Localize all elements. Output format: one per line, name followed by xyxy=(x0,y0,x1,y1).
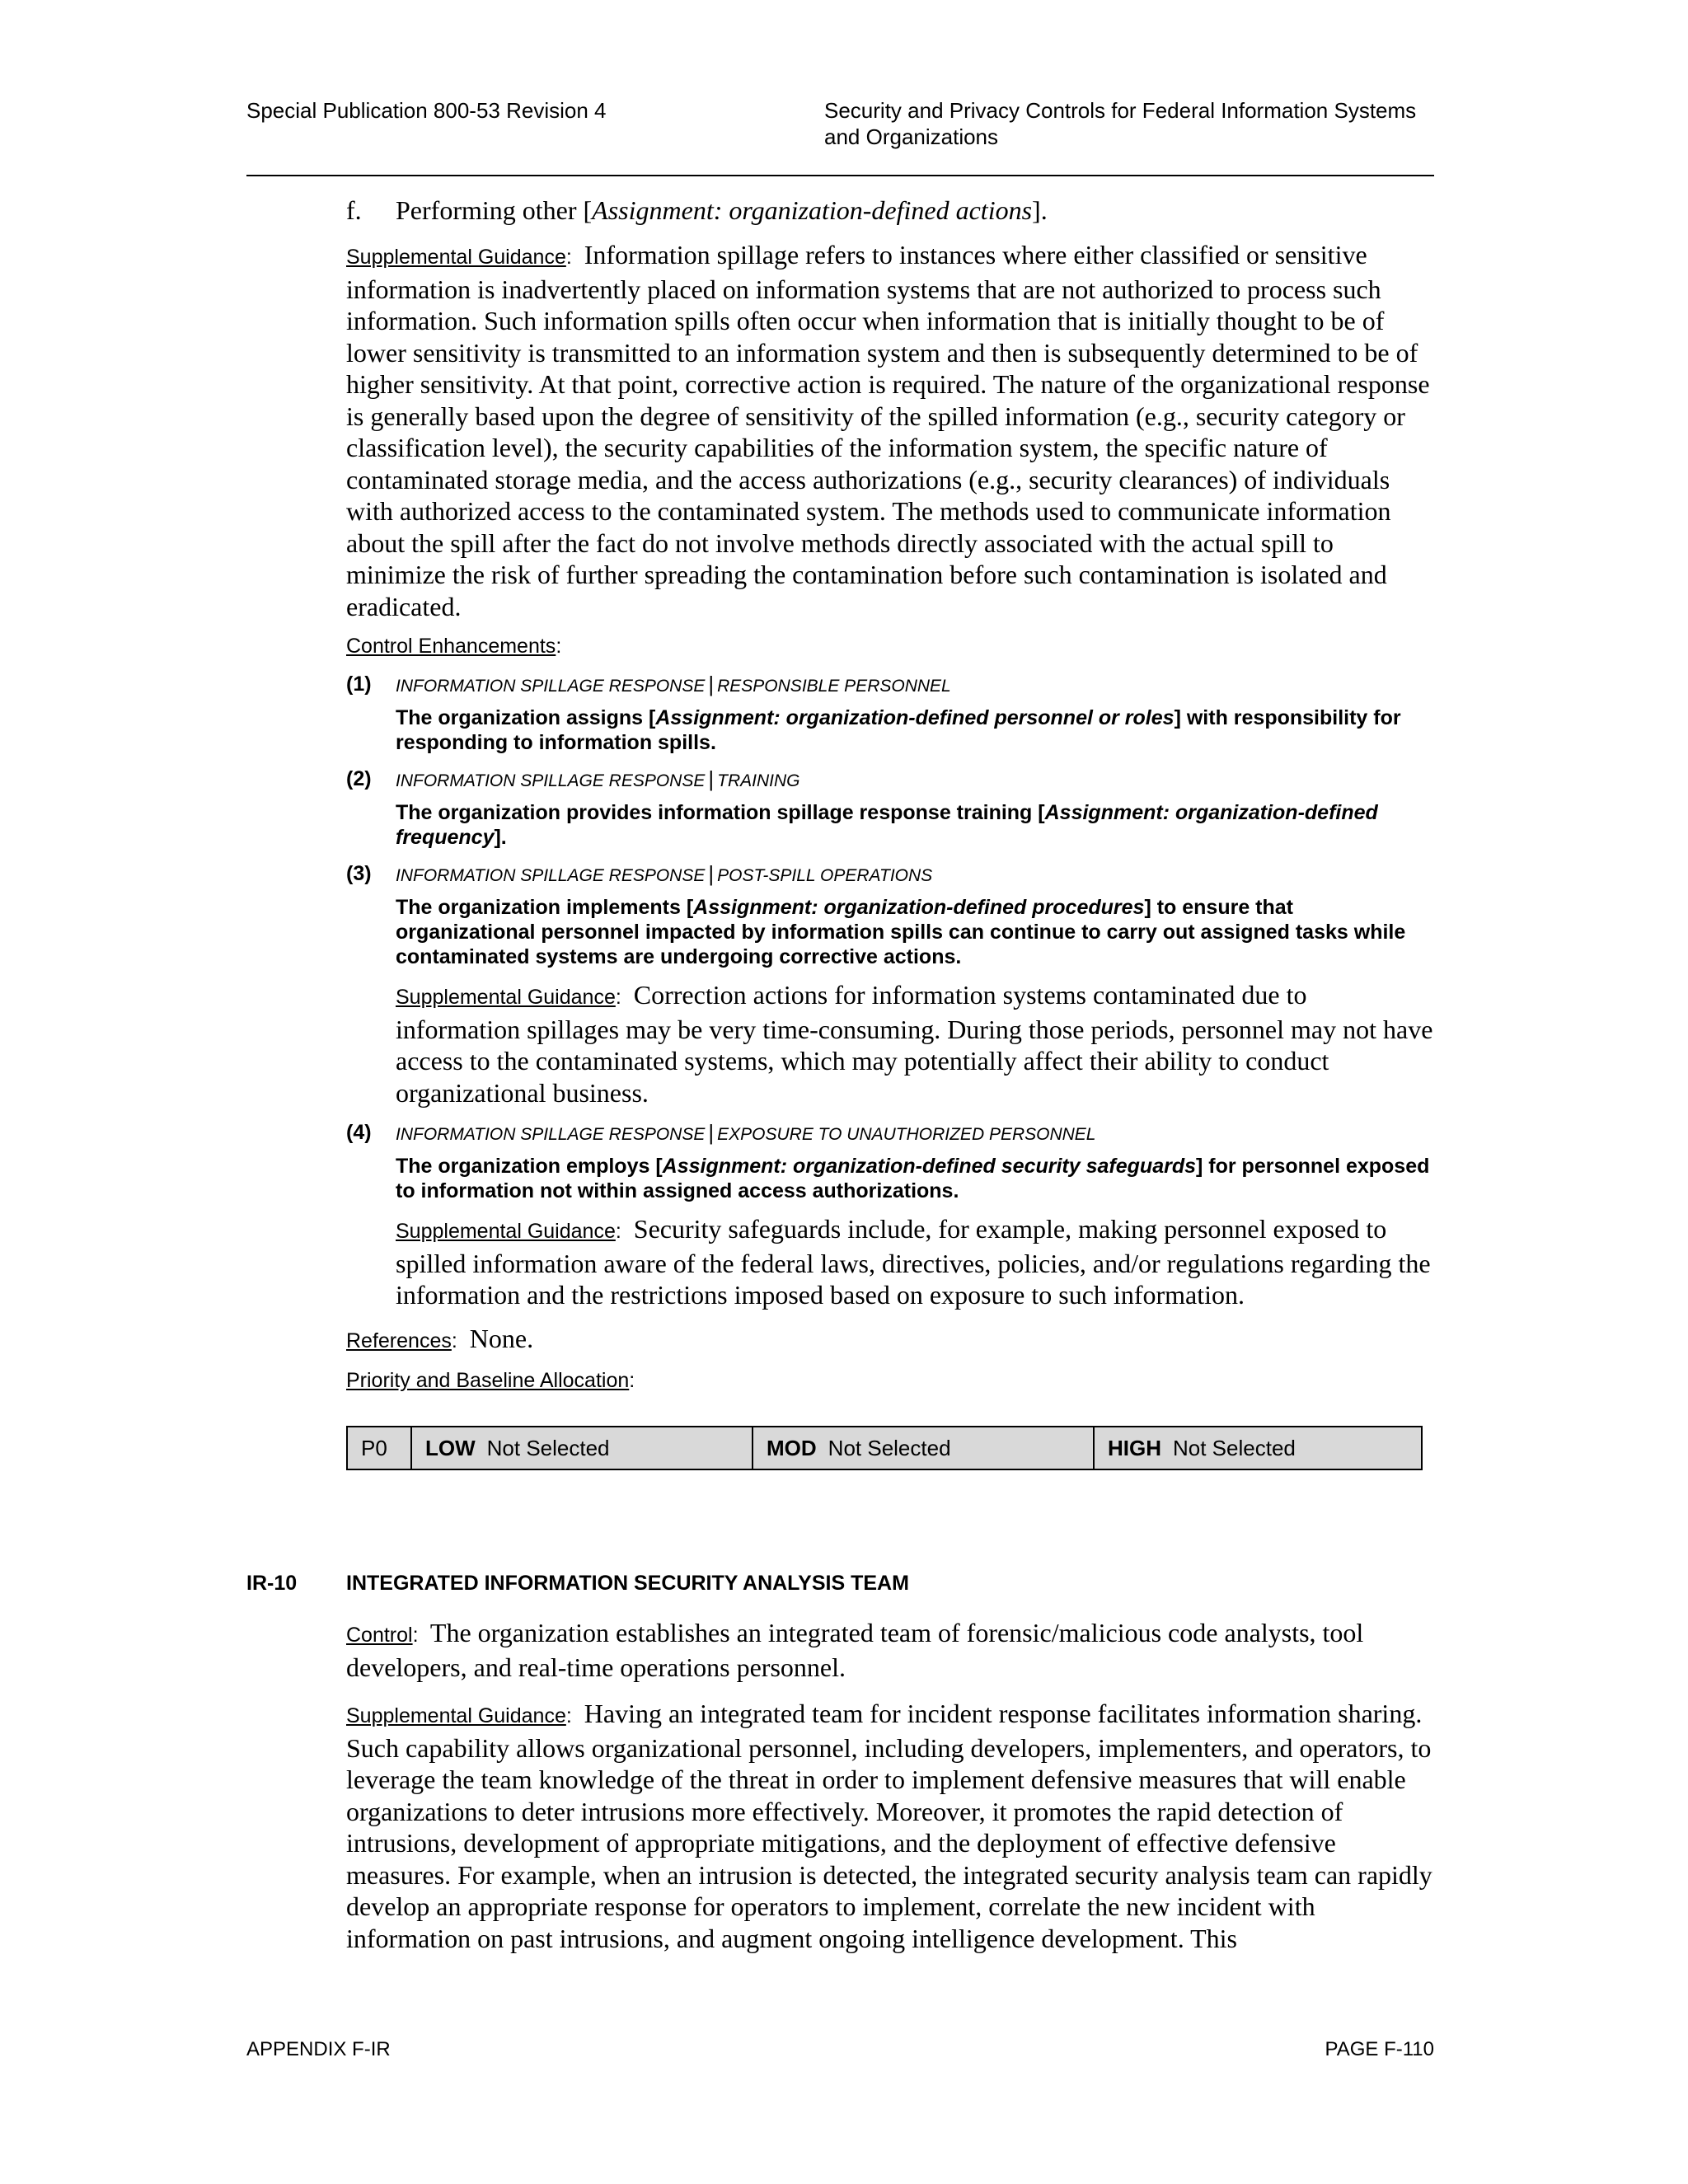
table-row xyxy=(347,1427,1422,1469)
enhancement-title-control: INFORMATION SPILLAGE RESPONSE xyxy=(396,771,706,790)
supplemental-guidance xyxy=(346,239,1436,622)
references xyxy=(346,1323,1436,1357)
label-colon: : xyxy=(451,1329,463,1352)
title-separator: | xyxy=(708,861,715,886)
enhancement-supplemental-guidance xyxy=(396,1213,1436,1311)
enhancement-title xyxy=(396,672,1436,699)
supplemental-guidance-label: Supplemental Guidance xyxy=(396,1220,616,1243)
ir9-continuation xyxy=(346,194,1436,1470)
supplemental-guidance-text: Having an integrated team for incident response facilitates information sharing. Such capability allows organizational personnel, including developers, implementers, and operators, to leverage the team knowledge of the threat in order to implement defensive measures that will enable organizations to deter intrusions more effectively. Moreover, it promotes the rapid detection of intrusions, development of appropriate mitigations, and the deployment of effective defensive measures. For example, when an intrusion is detected, the integrated security analysis team can rapidly develop an appropriate response for operators to implement, correlate the new incident with information on past intrusions, and augment ongoing intelligence development. This xyxy=(346,1699,1432,1953)
low-label: LOW xyxy=(425,1435,476,1460)
statement-assignment: Assignment: organization-defined procedures xyxy=(693,896,1145,919)
title-separator: | xyxy=(708,1120,715,1145)
statement-assignment: Assignment: organization-defined frequency xyxy=(396,801,1378,849)
label-colon: : xyxy=(412,1624,424,1647)
mod-label: MOD xyxy=(767,1435,817,1460)
enhancement-title-control: INFORMATION SPILLAGE RESPONSE xyxy=(396,677,706,696)
high-baseline-cell xyxy=(1094,1427,1422,1469)
list-marker: f. xyxy=(346,195,362,225)
enhancement-title xyxy=(396,766,1436,794)
priority-baseline-heading: Priority and Baseline Allocation: xyxy=(346,1369,635,1392)
statement-post: ] with responsibility for responding to information spills. xyxy=(396,706,1401,754)
priority-cell: P0 xyxy=(347,1427,411,1469)
statement-post: ] to ensure that organizational personnel impacted by information spills can continue to carry out assigned tasks while contaminated systems are undergoing corrective actions. xyxy=(396,896,1406,968)
label-colon: : xyxy=(615,986,627,1009)
control-statement xyxy=(346,1617,1436,1683)
enhancement-1 xyxy=(346,672,1436,755)
supplemental-guidance-label: Supplemental Guidance xyxy=(396,986,616,1009)
high-value: Not Selected xyxy=(1173,1435,1296,1460)
enhancement-supplemental-guidance xyxy=(396,979,1436,1108)
enhancement-number: (2) xyxy=(346,767,372,790)
enhancement-number: (4) xyxy=(346,1121,372,1144)
supplemental-guidance-text: Security safeguards include, for example, making personnel exposed to spilled information aware of the federal laws, directives, policies, and/or regulations regarding the information and the restrictions imposed based on exposure to such information. xyxy=(396,1214,1431,1310)
enhancement-title-control: INFORMATION SPILLAGE RESPONSE xyxy=(396,866,706,885)
title-separator: | xyxy=(708,766,715,791)
item-f-assignment: Assignment: organization-defined actions xyxy=(592,195,1033,225)
enhancement-number: (1) xyxy=(346,673,372,696)
statement-pre: The organization provides information spillage response training [ xyxy=(396,801,1045,824)
mod-value: Not Selected xyxy=(828,1435,951,1460)
enhancement-3 xyxy=(346,861,1436,1108)
control-title: INTEGRATED INFORMATION SECURITY ANALYSIS TEAM xyxy=(346,1572,909,1595)
statement-assignment: Assignment: organization-defined security safeguards xyxy=(662,1155,1196,1178)
enhancement-statement xyxy=(396,1154,1436,1203)
enhancement-2 xyxy=(346,766,1436,850)
statement-pre: The organization employs [ xyxy=(396,1155,663,1178)
low-value: Not Selected xyxy=(486,1435,610,1460)
footer-appendix: APPENDIX F-IR xyxy=(246,2038,391,2060)
control-id: IR-10 xyxy=(246,1572,298,1595)
mod-baseline-cell xyxy=(753,1427,1094,1469)
statement-post: ] for personnel exposed to information not within assigned access authorizations. xyxy=(396,1155,1430,1202)
control-enhancements-heading: Control Enhancements: xyxy=(346,635,562,658)
statement-assignment: Assignment: organization-defined personnel or roles xyxy=(655,706,1175,729)
list-item-f xyxy=(346,194,1436,226)
supplemental-guidance-label: Supplemental Guidance xyxy=(346,246,566,269)
header-rule xyxy=(246,175,1434,176)
references-label: References xyxy=(346,1329,452,1352)
enhancement-4 xyxy=(346,1120,1436,1311)
control-enhancements-label: Control Enhancements xyxy=(346,635,556,658)
label-colon: : xyxy=(615,1220,627,1243)
label-colon: : xyxy=(565,246,578,269)
enhancement-statement xyxy=(396,800,1436,850)
enhancement-statement xyxy=(396,895,1436,969)
title-separator: | xyxy=(708,672,715,696)
item-f-suffix: ]. xyxy=(1032,195,1048,225)
footer-page-number: PAGE F-110 xyxy=(1325,2038,1434,2060)
references-text: None. xyxy=(469,1323,534,1353)
ir10-supplemental-guidance xyxy=(346,1698,1436,1954)
enhancement-title-sub: POST-SPILL OPERATIONS xyxy=(717,866,933,885)
enhancement-statement xyxy=(396,705,1436,755)
enhancement-number: (3) xyxy=(346,862,372,885)
enhancement-title xyxy=(396,1120,1436,1147)
item-f-prefix: Performing other [ xyxy=(396,195,593,225)
header-document-title: Security and Privacy Controls for Federal Information Systems and Organizations xyxy=(824,98,1417,149)
enhancement-title-control: INFORMATION SPILLAGE RESPONSE xyxy=(396,1125,706,1144)
statement-pre: The organization implements [ xyxy=(396,896,694,919)
header-publication-title: Special Publication 800-53 Revision 4 xyxy=(246,98,607,123)
high-label: HIGH xyxy=(1108,1435,1161,1460)
ir10-body xyxy=(346,1617,1436,1954)
low-baseline-cell xyxy=(411,1427,753,1469)
supplemental-guidance-text: Correction actions for information systems contaminated due to information spillages may be very time-consuming. During those periods, personnel may not have access to the contaminated systems, which may potentially affect their ability to conduct organizational business. xyxy=(396,980,1433,1108)
enhancement-title-sub: TRAINING xyxy=(717,771,800,790)
label-colon: : xyxy=(565,1704,578,1727)
enhancement-title-sub: EXPOSURE TO UNAUTHORIZED PERSONNEL xyxy=(717,1125,1096,1144)
control-text: The organization establishes an integrated team of forensic/malicious code analysts, tool developers, and real-time operations personnel. xyxy=(346,1618,1364,1682)
control-label: Control xyxy=(346,1624,413,1647)
enhancement-title xyxy=(396,861,1436,888)
supplemental-guidance-label: Supplemental Guidance xyxy=(346,1704,566,1727)
statement-post: ]. xyxy=(494,826,507,849)
priority-baseline-label: Priority and Baseline Allocation xyxy=(346,1369,630,1392)
supplemental-guidance-text: Information spillage refers to instances where either classified or sensitive information is inadvertently placed on information systems that are not authorized to process such information. Such information spills often occur when information that is initially thought to be of lower sensitivity is transmitted to an information system and then is subsequently determined to be of higher sensitivity. At that point, corrective action is required. The nature of the organizational response is generally based upon the degree of sensitivity of the spilled information (e.g., security category or classification level), the security capabilities of the information system, the specific nature of contaminated storage media, and the access authorizations (e.g., security clearances) of individuals with authorized access to the contaminated system. The methods used to communicate information about the spill after the fact do not involve methods directly associated with the actual spill to minimize the risk of further spreading the contamination before such contamination is isolated and eradicated. xyxy=(346,240,1430,621)
enhancement-title-sub: RESPONSIBLE PERSONNEL xyxy=(717,677,951,696)
statement-pre: The organization assigns [ xyxy=(396,706,656,729)
baseline-allocation-table xyxy=(346,1426,1423,1470)
